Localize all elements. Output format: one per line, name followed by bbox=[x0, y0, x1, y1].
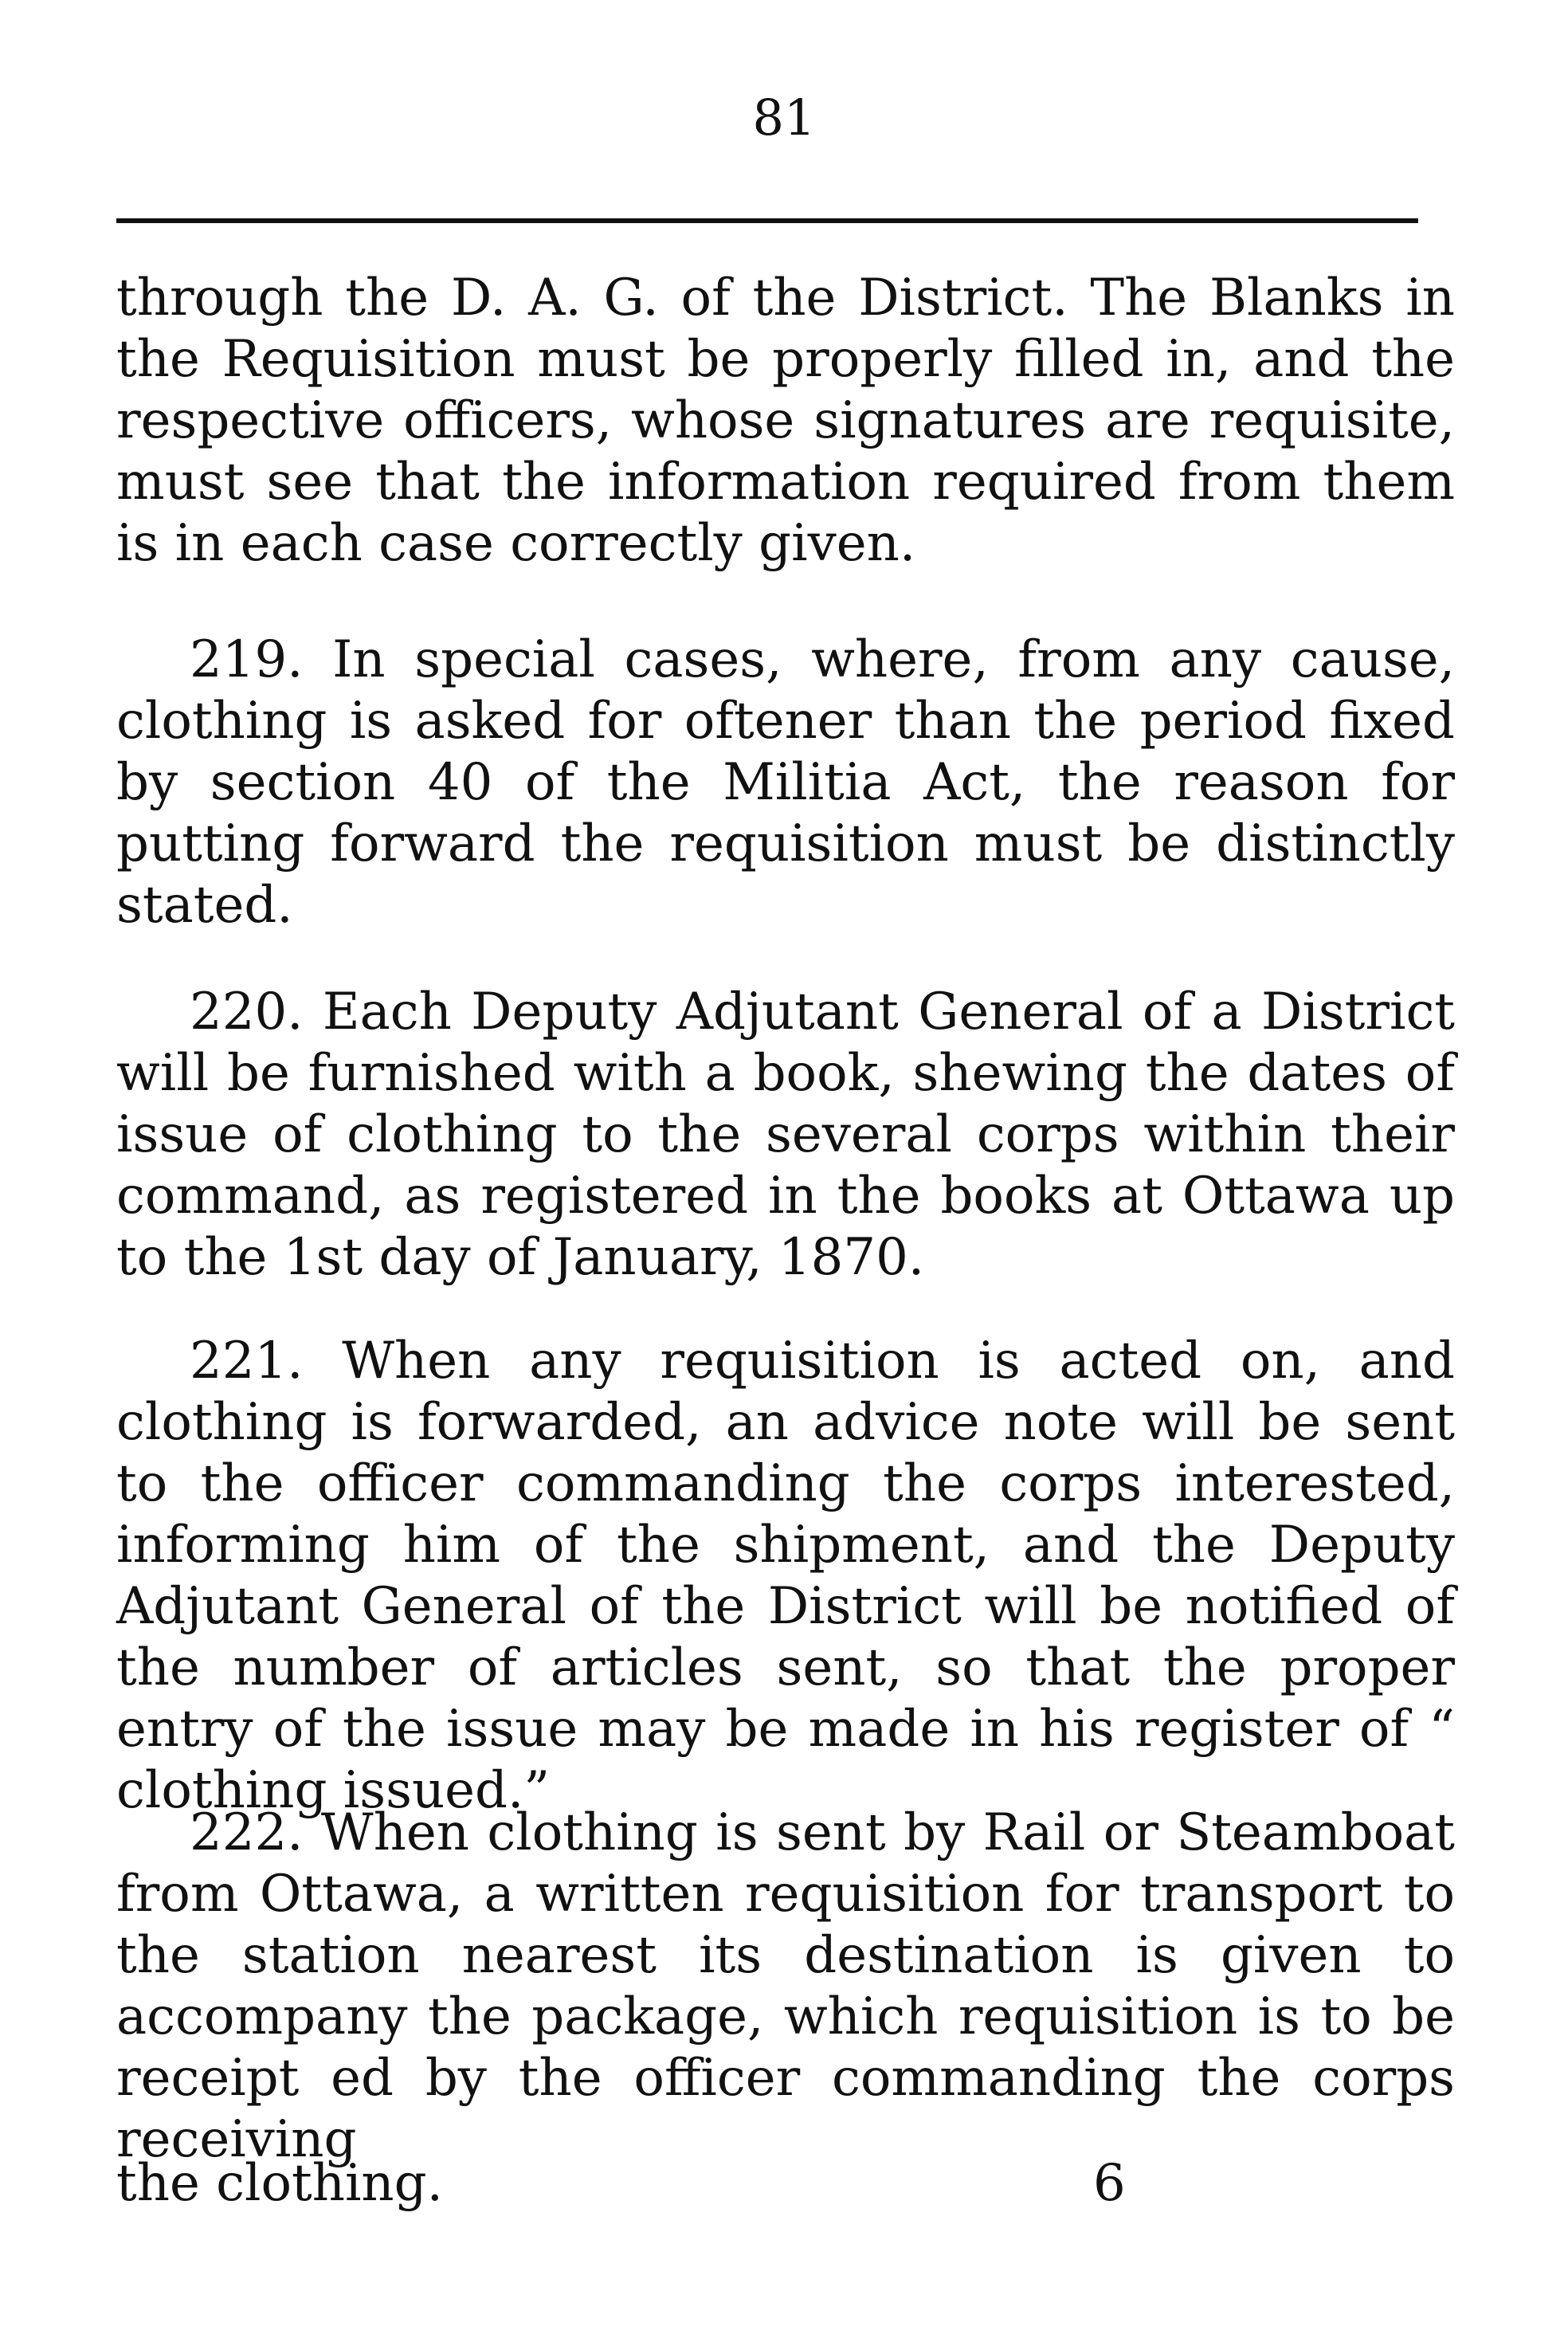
header-rule bbox=[116, 218, 1418, 223]
paragraph-text: through the D. A. G. of the District. The Blanks in the Requisition must be properly filled in, and the respective officers, whose signatures are requisite, must see that the information required from them is in each case correctly given. bbox=[116, 269, 1455, 573]
paragraph-222-last-line: the clothing. bbox=[116, 2154, 443, 2213]
paragraph-221 bbox=[116, 1331, 1455, 1822]
paragraph-text: 222. When clothing is sent by Rail or Steamboat from Ottawa, a written requisition for transport to the station nearest its destination is given to accompany the package, which requisition is to be receipt ed by the officer commanding the corps receiving bbox=[116, 1803, 1455, 2169]
paragraph-continuation bbox=[116, 268, 1455, 575]
paragraph-text: 219. In special cases, where, from any cause, clothing is asked for oftener than the period fixed by section 40 of the Militia Act, the reason for putting forward the requisition must be distinctly stated. bbox=[116, 630, 1455, 935]
paragraph-text: 220. Each Deputy Adjutant General of a District will be furnished with a book, shewing the dates of issue of clothing to the several corps within their command, as registered in the books at Ottawa up to the 1st day of January, 1870. bbox=[116, 983, 1455, 1287]
page-number: 81 bbox=[752, 88, 816, 147]
paragraph-219 bbox=[116, 630, 1455, 936]
paragraph-text: 221. When any requisition is acted on, and clothing is forwarded, an advice note will be sent to the officer commanding the corps interested, informing him of the shipment, and the Deputy Adjutant General of the District will be notified of the number of articles sent, so that the proper entry of the issue may be made in his register of “ clothing issued.” bbox=[116, 1332, 1455, 1820]
paragraph-220 bbox=[116, 982, 1455, 1289]
paragraph-222 bbox=[116, 1803, 1455, 2171]
signature-mark: 6 bbox=[1093, 2154, 1126, 2213]
